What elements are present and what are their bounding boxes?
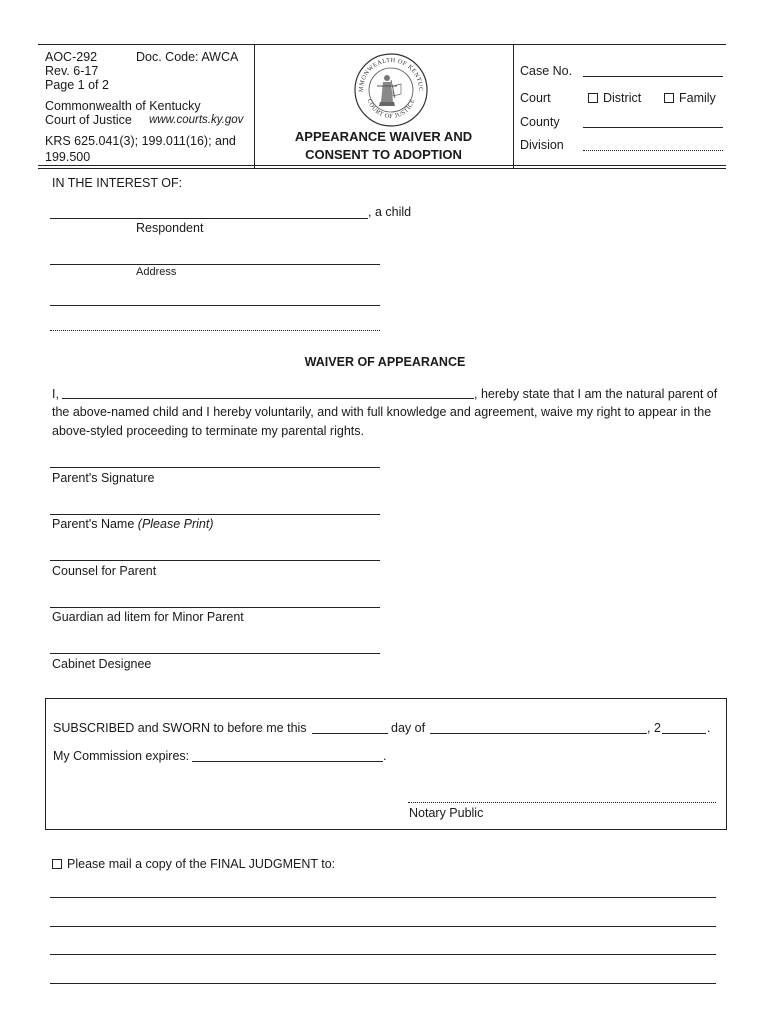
subscribed-label: SUBSCRIBED and SWORN to before me this xyxy=(53,721,307,735)
commission-label: My Commission expires: xyxy=(53,749,190,763)
mail-address-line-4[interactable] xyxy=(50,983,716,984)
family-option[interactable] xyxy=(664,91,716,105)
page-number: Page 1 of 2 xyxy=(45,78,109,92)
cabinet-line[interactable] xyxy=(50,653,380,654)
mail-checkbox[interactable] xyxy=(52,859,62,869)
district-option[interactable] xyxy=(588,91,641,105)
seal-ring-top: MMONWEALTH OF KENTUC xyxy=(357,56,425,93)
form-id: AOC-292 xyxy=(45,50,98,64)
court-name: Court of Justice xyxy=(45,113,132,127)
seal-ring-bottom: COURT OF JUSTICE xyxy=(365,97,417,121)
form-title-line-2: CONSENT TO ADOPTION xyxy=(305,147,462,162)
parent-name-inline-field[interactable] xyxy=(62,398,474,399)
district-label: District xyxy=(603,91,642,105)
district-checkbox[interactable] xyxy=(588,93,598,103)
header-top-rule xyxy=(38,44,726,45)
mail-option[interactable] xyxy=(52,857,335,871)
division-field[interactable] xyxy=(583,150,723,151)
family-checkbox[interactable] xyxy=(664,93,674,103)
statute-line-2: 199.500 xyxy=(45,150,91,164)
header-bottom-rule-1 xyxy=(38,165,726,166)
day-of-label: day of xyxy=(391,721,426,735)
notary-box xyxy=(45,698,727,830)
kentucky-seal-icon xyxy=(353,52,429,128)
court-label: Court xyxy=(520,91,551,105)
header-divider-2 xyxy=(513,44,514,168)
waiver-statement-line-1: , hereby state that I am the natural parent of xyxy=(474,387,718,401)
parent-signature-label: Parent's Signature xyxy=(52,471,155,485)
notary-signature-line[interactable] xyxy=(408,802,716,803)
guardian-line[interactable] xyxy=(50,607,380,608)
parent-signature-line[interactable] xyxy=(50,467,380,468)
mail-address-line-3[interactable] xyxy=(50,954,716,955)
waiver-statement-line-2: the above-named child and I hereby voluntarily, and with full knowledge and agreement, waive my right to appear in the xyxy=(52,405,712,419)
parent-name-label xyxy=(52,517,214,531)
waiver-statement-line-3: above-styled proceeding to terminate my parental rights. xyxy=(52,424,364,438)
header-bottom-rule-2 xyxy=(38,168,726,169)
division-label: Division xyxy=(520,138,564,152)
address-label: Address xyxy=(136,266,177,278)
county-label: County xyxy=(520,115,560,129)
address-field-2[interactable] xyxy=(50,305,380,306)
year-period: . xyxy=(707,721,711,735)
child-name-field[interactable] xyxy=(50,218,368,219)
cabinet-label: Cabinet Designee xyxy=(52,657,152,671)
counsel-label: Counsel for Parent xyxy=(52,564,157,578)
month-field[interactable] xyxy=(430,733,647,734)
doc-code: Doc. Code: AWCA xyxy=(136,50,239,64)
guardian-label: Guardian ad litem for Minor Parent xyxy=(52,610,244,624)
commission-period: . xyxy=(383,749,387,763)
parent-name-text: Parent's Name xyxy=(52,517,135,531)
mail-label: Please mail a copy of the FINAL JUDGMENT to: xyxy=(67,857,336,871)
interest-label: IN THE INTEREST OF: xyxy=(52,176,183,190)
state-name: Commonwealth of Kentucky xyxy=(45,99,201,113)
mail-address-line-2[interactable] xyxy=(50,926,716,927)
address-field-1[interactable] xyxy=(50,264,380,265)
respondent-label: Respondent xyxy=(136,221,204,235)
waiver-i-label: I, xyxy=(52,387,59,401)
revision: Rev. 6-17 xyxy=(45,64,99,78)
case-no-label: Case No. xyxy=(520,64,573,78)
case-no-field[interactable] xyxy=(583,76,723,77)
form-title-line-1: APPEARANCE WAIVER AND xyxy=(294,129,473,144)
statute-line-1: KRS 625.041(3); 199.011(16); and xyxy=(45,134,236,148)
child-suffix: , a child xyxy=(368,205,412,219)
commission-field[interactable] xyxy=(192,761,383,762)
mail-address-line-1[interactable] xyxy=(50,897,716,898)
notary-public-label: Notary Public xyxy=(409,806,484,820)
parent-name-line[interactable] xyxy=(50,514,380,515)
year-prefix: , 2 xyxy=(647,721,661,735)
parent-name-note: (Please Print) xyxy=(137,517,214,531)
family-label: Family xyxy=(679,91,716,105)
address-field-3[interactable] xyxy=(50,330,380,331)
year-field[interactable] xyxy=(662,733,706,734)
waiver-heading: WAIVER OF APPEARANCE xyxy=(304,355,466,369)
website-link[interactable]: www.courts.ky.gov xyxy=(149,114,244,126)
counsel-line[interactable] xyxy=(50,560,380,561)
subscribed-day-field[interactable] xyxy=(312,733,388,734)
county-field[interactable] xyxy=(583,127,723,128)
